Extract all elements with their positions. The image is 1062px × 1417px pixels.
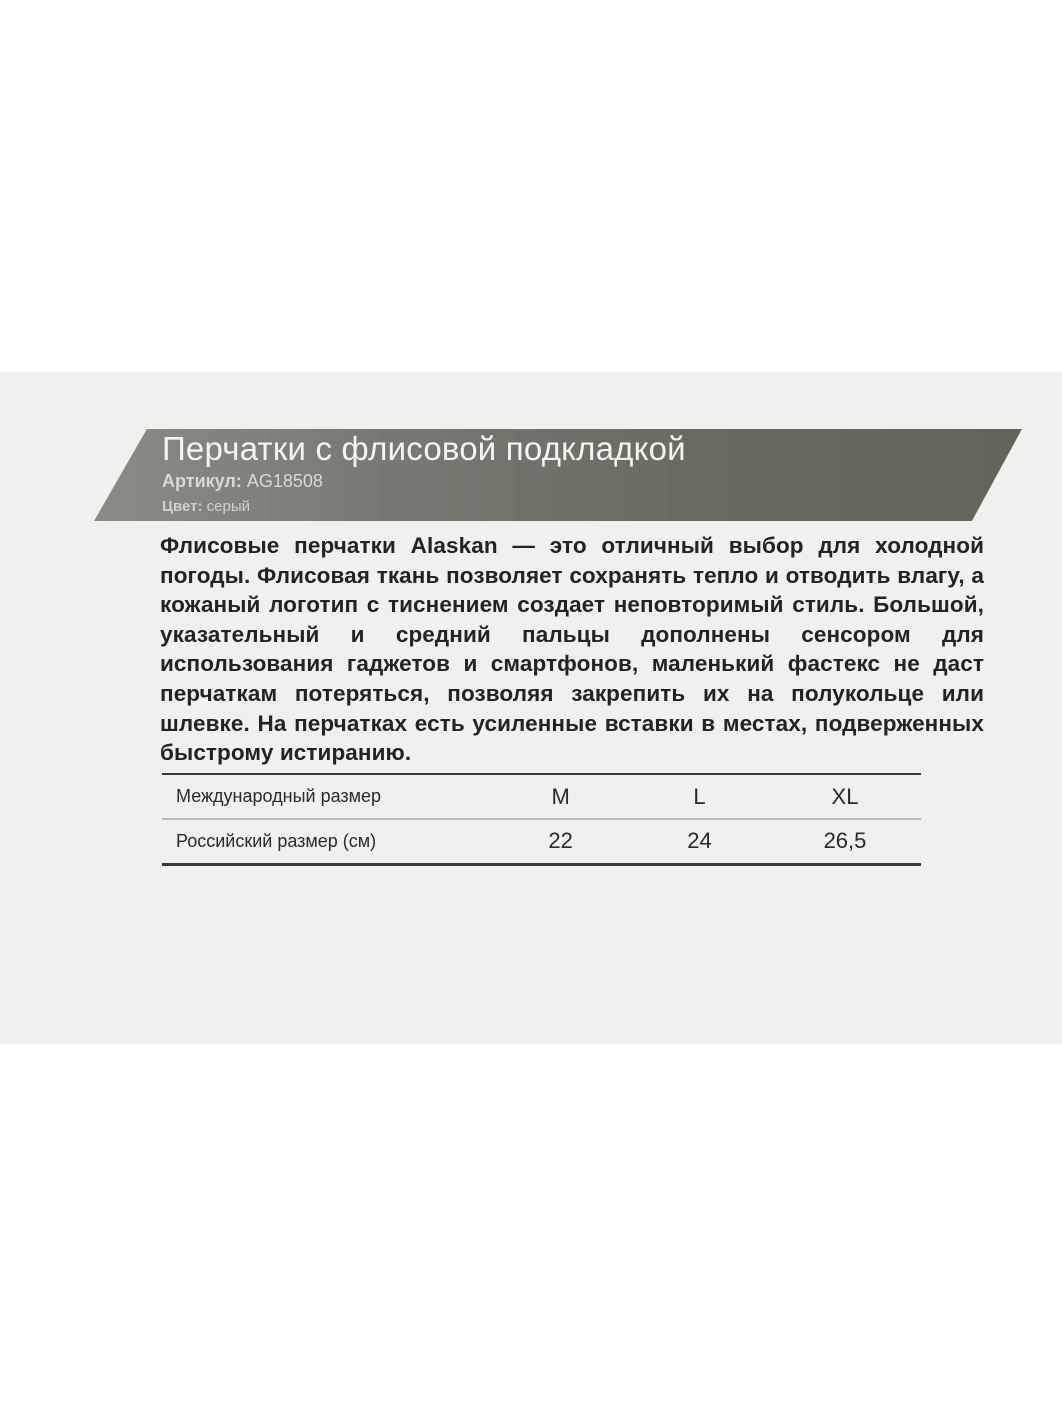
article-value: AG18508 — [246, 471, 323, 491]
row-label: Российский размер (см) — [176, 830, 377, 851]
table-row — [162, 774, 921, 819]
size-cell: 24 — [687, 828, 712, 854]
product-title: Перчатки с флисовой подкладкой — [162, 430, 686, 467]
article-line — [162, 471, 323, 492]
table-row — [162, 819, 921, 864]
size-cell: 22 — [548, 828, 573, 854]
size-table — [162, 773, 921, 866]
color-line — [162, 498, 250, 515]
color-value: серый — [206, 498, 250, 515]
size-cell: M — [551, 783, 570, 809]
product-card — [0, 372, 1062, 1044]
row-label: Международный размер — [176, 786, 382, 806]
size-cell: L — [693, 783, 706, 809]
size-cell: 26,5 — [823, 828, 867, 854]
product-description: Флисовые перчатки Alaskan — это отличный выбор для холодной погоды. Флисовая ткань позволяет сохранять тепло и отводить влагу, а кожаный логотип с тиснением создает неповторимый стиль. Большой, указательный и средний пальцы дополнены сенсором для использования гаджетов и смартфонов, маленький фастекс не даст перчаткам потеряться, позволяя закрепить их на полукольце или шлевке. На перчатках есть усиленные вставки в местах, подверженных быстрому истиранию. — [160, 533, 984, 766]
article-label: Артикул: — [162, 471, 242, 491]
color-label: Цвет: — [162, 498, 203, 515]
size-cell: XL — [831, 783, 859, 809]
